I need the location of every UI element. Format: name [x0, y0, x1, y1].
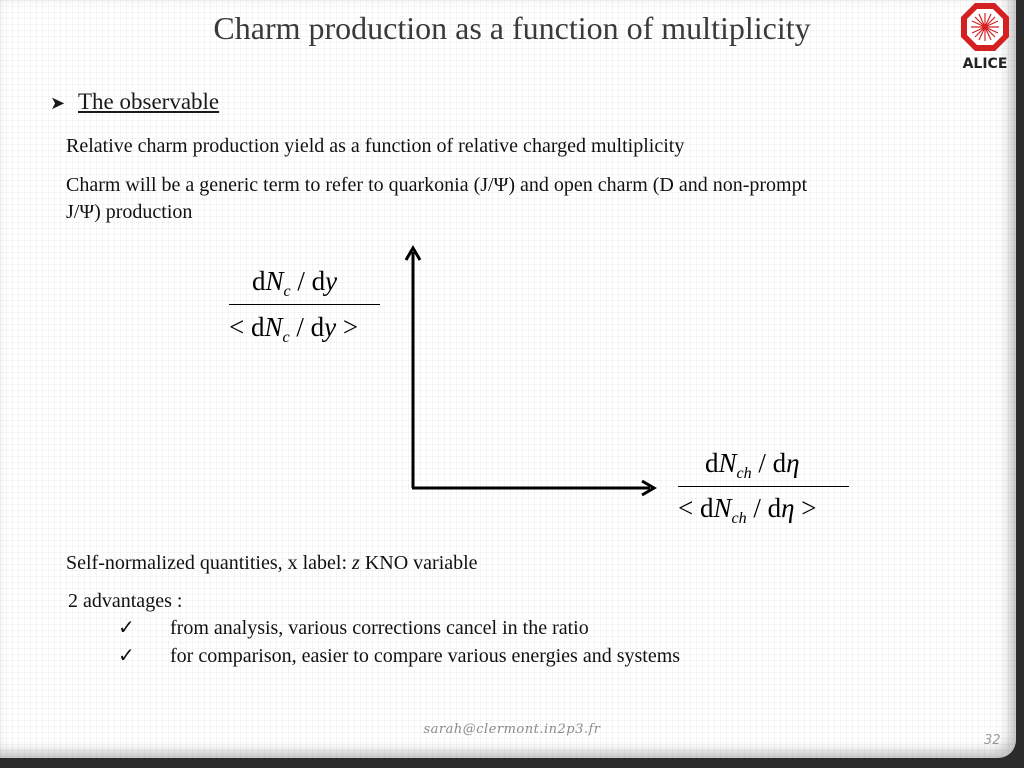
paragraph-2-line-1: Charm will be a generic term to refer to quarkonia (J/Ψ) and open charm (D and non-prompt — [66, 174, 808, 196]
logo-text: ALICE — [962, 56, 1008, 72]
axes — [400, 240, 670, 500]
x-denominator: < $dN_{ch}$ / dη > — [678, 493, 817, 527]
list-item: ✓ for comparison, easier to compare various energies and systems — [118, 645, 681, 667]
checkmark-icon: ✓ — [118, 645, 135, 667]
paragraph-2 — [66, 172, 807, 226]
advantages-heading: 2 advantages : — [68, 590, 183, 612]
paragraph-1: Relative charm production yield as a function of relative charged multiplicity — [66, 135, 685, 157]
footer-email: sarah@clermont.in2p3.fr — [423, 722, 601, 737]
alice-logo — [957, 0, 1013, 76]
slide-title: Charm production as a function of multiplicity — [213, 10, 811, 46]
checkmark-icon: ✓ — [118, 617, 135, 639]
section-heading-text: The observable — [78, 89, 220, 114]
x-numerator: $dN_{ch}$ / dη — [705, 448, 800, 482]
list-item: ✓ from analysis, various corrections cancel in the ratio — [118, 617, 589, 639]
y-denominator: < $dN_c$ / dy > — [229, 312, 359, 346]
y-numerator: $dN_c$ / dy — [252, 266, 338, 300]
advantages-list — [118, 615, 680, 671]
x-fraction-bar — [678, 486, 849, 487]
page-number: 32 — [984, 733, 1001, 748]
self-normalized-text: Self-normalized quantities, x label: z KNO variable — [66, 552, 478, 574]
paragraph-2-line-2: J/Ψ) production — [66, 201, 193, 223]
section-heading — [50, 89, 219, 115]
y-fraction-bar — [229, 304, 380, 305]
arrow-bullet-icon: ➤ — [50, 93, 66, 113]
